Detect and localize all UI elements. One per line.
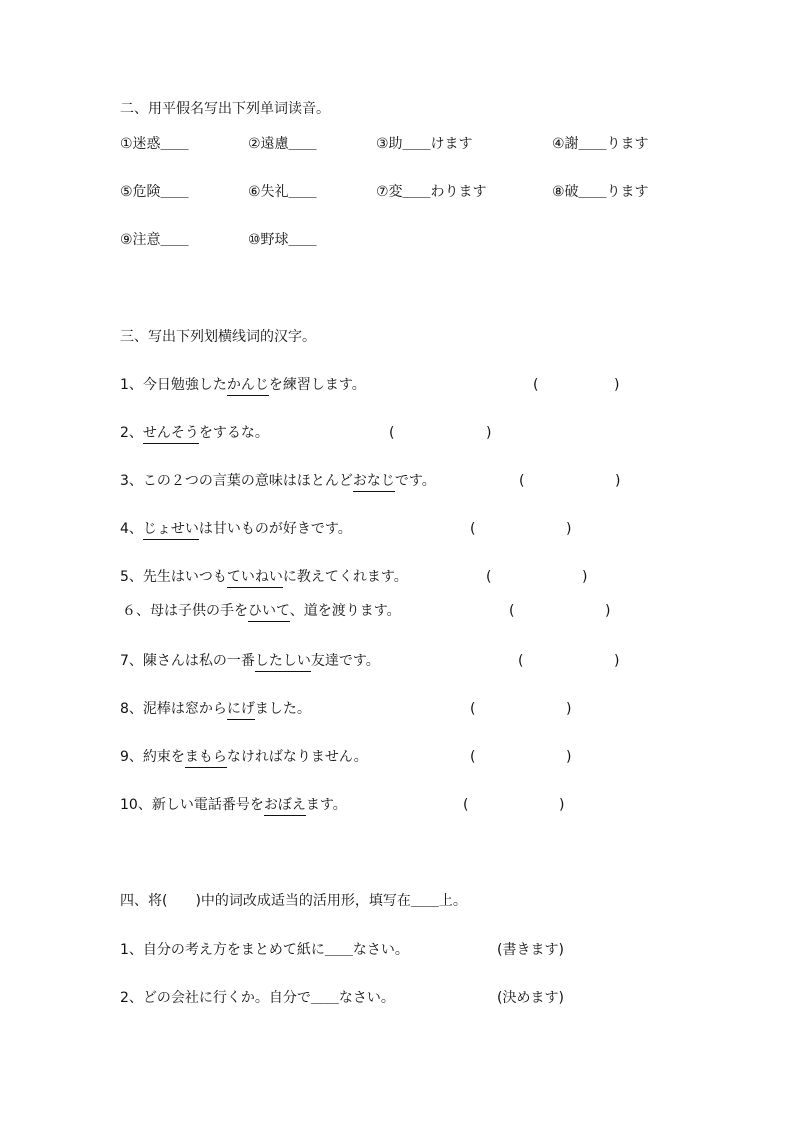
question-text: 10、新しい電話番号を bbox=[120, 797, 264, 813]
reading-item: ④謝＿＿ります bbox=[552, 136, 649, 152]
answer-paren-close: ) bbox=[566, 701, 572, 717]
underlined-word: ていねい bbox=[227, 569, 283, 588]
reading-item: ⑥失礼＿＿ bbox=[248, 184, 317, 200]
answer-paren-close: ) bbox=[615, 473, 621, 489]
kanji-question bbox=[120, 520, 352, 538]
conjugation-question: 1、自分の考え方をまとめて紙に＿＿なさい。 bbox=[120, 942, 409, 958]
answer-paren-close: ) bbox=[582, 569, 588, 585]
section2-title: 二、用平假名写出下列单词读音。 bbox=[120, 101, 330, 117]
question-text: ます。 bbox=[305, 797, 347, 813]
kanji-question bbox=[120, 472, 436, 490]
answer-paren-open: ( bbox=[470, 521, 476, 537]
answer-paren-close: ) bbox=[605, 603, 611, 619]
underlined-word: にげ bbox=[227, 701, 255, 720]
reading-item: ⑦変＿＿わります bbox=[376, 184, 487, 200]
question-text: 1、今日勉強した bbox=[120, 377, 227, 393]
kanji-question bbox=[120, 652, 380, 670]
conjugation-question: 2、どの会社に行くか。自分で＿＿なさい。 bbox=[120, 990, 395, 1006]
question-text: 5、先生はいつも bbox=[120, 569, 227, 585]
answer-paren-open: ( bbox=[389, 425, 395, 441]
reading-item: ⑩野球＿＿ bbox=[248, 232, 317, 248]
underlined-word: ひいて bbox=[248, 603, 290, 622]
conjugation-hint: (決めます) bbox=[497, 990, 564, 1006]
question-text: を練習します。 bbox=[268, 377, 366, 393]
question-text: 9、約束を bbox=[120, 749, 185, 765]
answer-paren-open: ( bbox=[519, 473, 525, 489]
answer-paren-open: ( bbox=[533, 377, 539, 393]
question-text: 、道を渡ります。 bbox=[289, 603, 401, 619]
answer-paren-open: ( bbox=[509, 603, 515, 619]
answer-paren-close: ) bbox=[486, 425, 492, 441]
underlined-word: したしい bbox=[255, 653, 311, 672]
question-text: なければなりません。 bbox=[226, 749, 368, 765]
answer-paren-close: ) bbox=[566, 749, 572, 765]
kanji-question bbox=[120, 796, 347, 814]
question-text: ました。 bbox=[254, 701, 311, 717]
section4-title: 四、将( )中的词改成适当的活用形，填写在＿＿上。 bbox=[120, 893, 467, 909]
question-text: に教えてくれます。 bbox=[282, 569, 408, 585]
question-text: 2、 bbox=[120, 425, 143, 441]
answer-paren-open: ( bbox=[470, 701, 476, 717]
answer-paren-open: ( bbox=[518, 653, 524, 669]
answer-paren-open: ( bbox=[463, 797, 469, 813]
question-text: です。 bbox=[394, 473, 436, 489]
kanji-question bbox=[120, 568, 408, 586]
kanji-question bbox=[120, 700, 311, 718]
question-text: ６、母は子供の手を bbox=[122, 603, 248, 619]
reading-item: ①迷惑＿＿ bbox=[120, 136, 189, 152]
question-text: 8、泥棒は窓から bbox=[120, 701, 227, 717]
underlined-word: じょせい bbox=[143, 521, 199, 540]
section3-title: 三、写出下列划横线词的汉字。 bbox=[120, 329, 316, 345]
reading-item: ⑧破＿＿ります bbox=[552, 184, 649, 200]
answer-paren-close: ) bbox=[614, 653, 620, 669]
kanji-question bbox=[120, 376, 366, 394]
question-text: 4、 bbox=[120, 521, 143, 537]
conjugation-hint: (書きます) bbox=[497, 942, 564, 958]
question-text: 3、この２つの言葉の意味はほとんど bbox=[120, 473, 353, 489]
question-text: 7、陳さんは私の一番 bbox=[120, 653, 255, 669]
question-text: をするな。 bbox=[198, 425, 269, 441]
answer-paren-open: ( bbox=[470, 749, 476, 765]
underlined-word: かんじ bbox=[227, 377, 269, 396]
answer-paren-close: ) bbox=[559, 797, 565, 813]
reading-item: ⑤危険＿＿ bbox=[120, 184, 189, 200]
answer-paren-open: ( bbox=[486, 569, 492, 585]
kanji-question bbox=[120, 424, 269, 442]
underlined-word: おぼえ bbox=[264, 797, 306, 816]
underlined-word: まもら bbox=[185, 749, 227, 768]
kanji-question bbox=[120, 748, 368, 766]
answer-paren-close: ) bbox=[566, 521, 572, 537]
question-text: は甘いものが好きです。 bbox=[198, 521, 352, 537]
underlined-word: おなじ bbox=[353, 473, 395, 492]
underlined-word: せんそう bbox=[143, 425, 199, 444]
reading-item: ③助＿＿けます bbox=[376, 136, 473, 152]
answer-paren-close: ) bbox=[614, 377, 620, 393]
question-text: 友達です。 bbox=[310, 653, 380, 669]
kanji-question bbox=[122, 602, 401, 620]
reading-item: ⑨注意＿＿ bbox=[120, 232, 189, 248]
reading-item: ②遠慮＿＿ bbox=[248, 136, 317, 152]
